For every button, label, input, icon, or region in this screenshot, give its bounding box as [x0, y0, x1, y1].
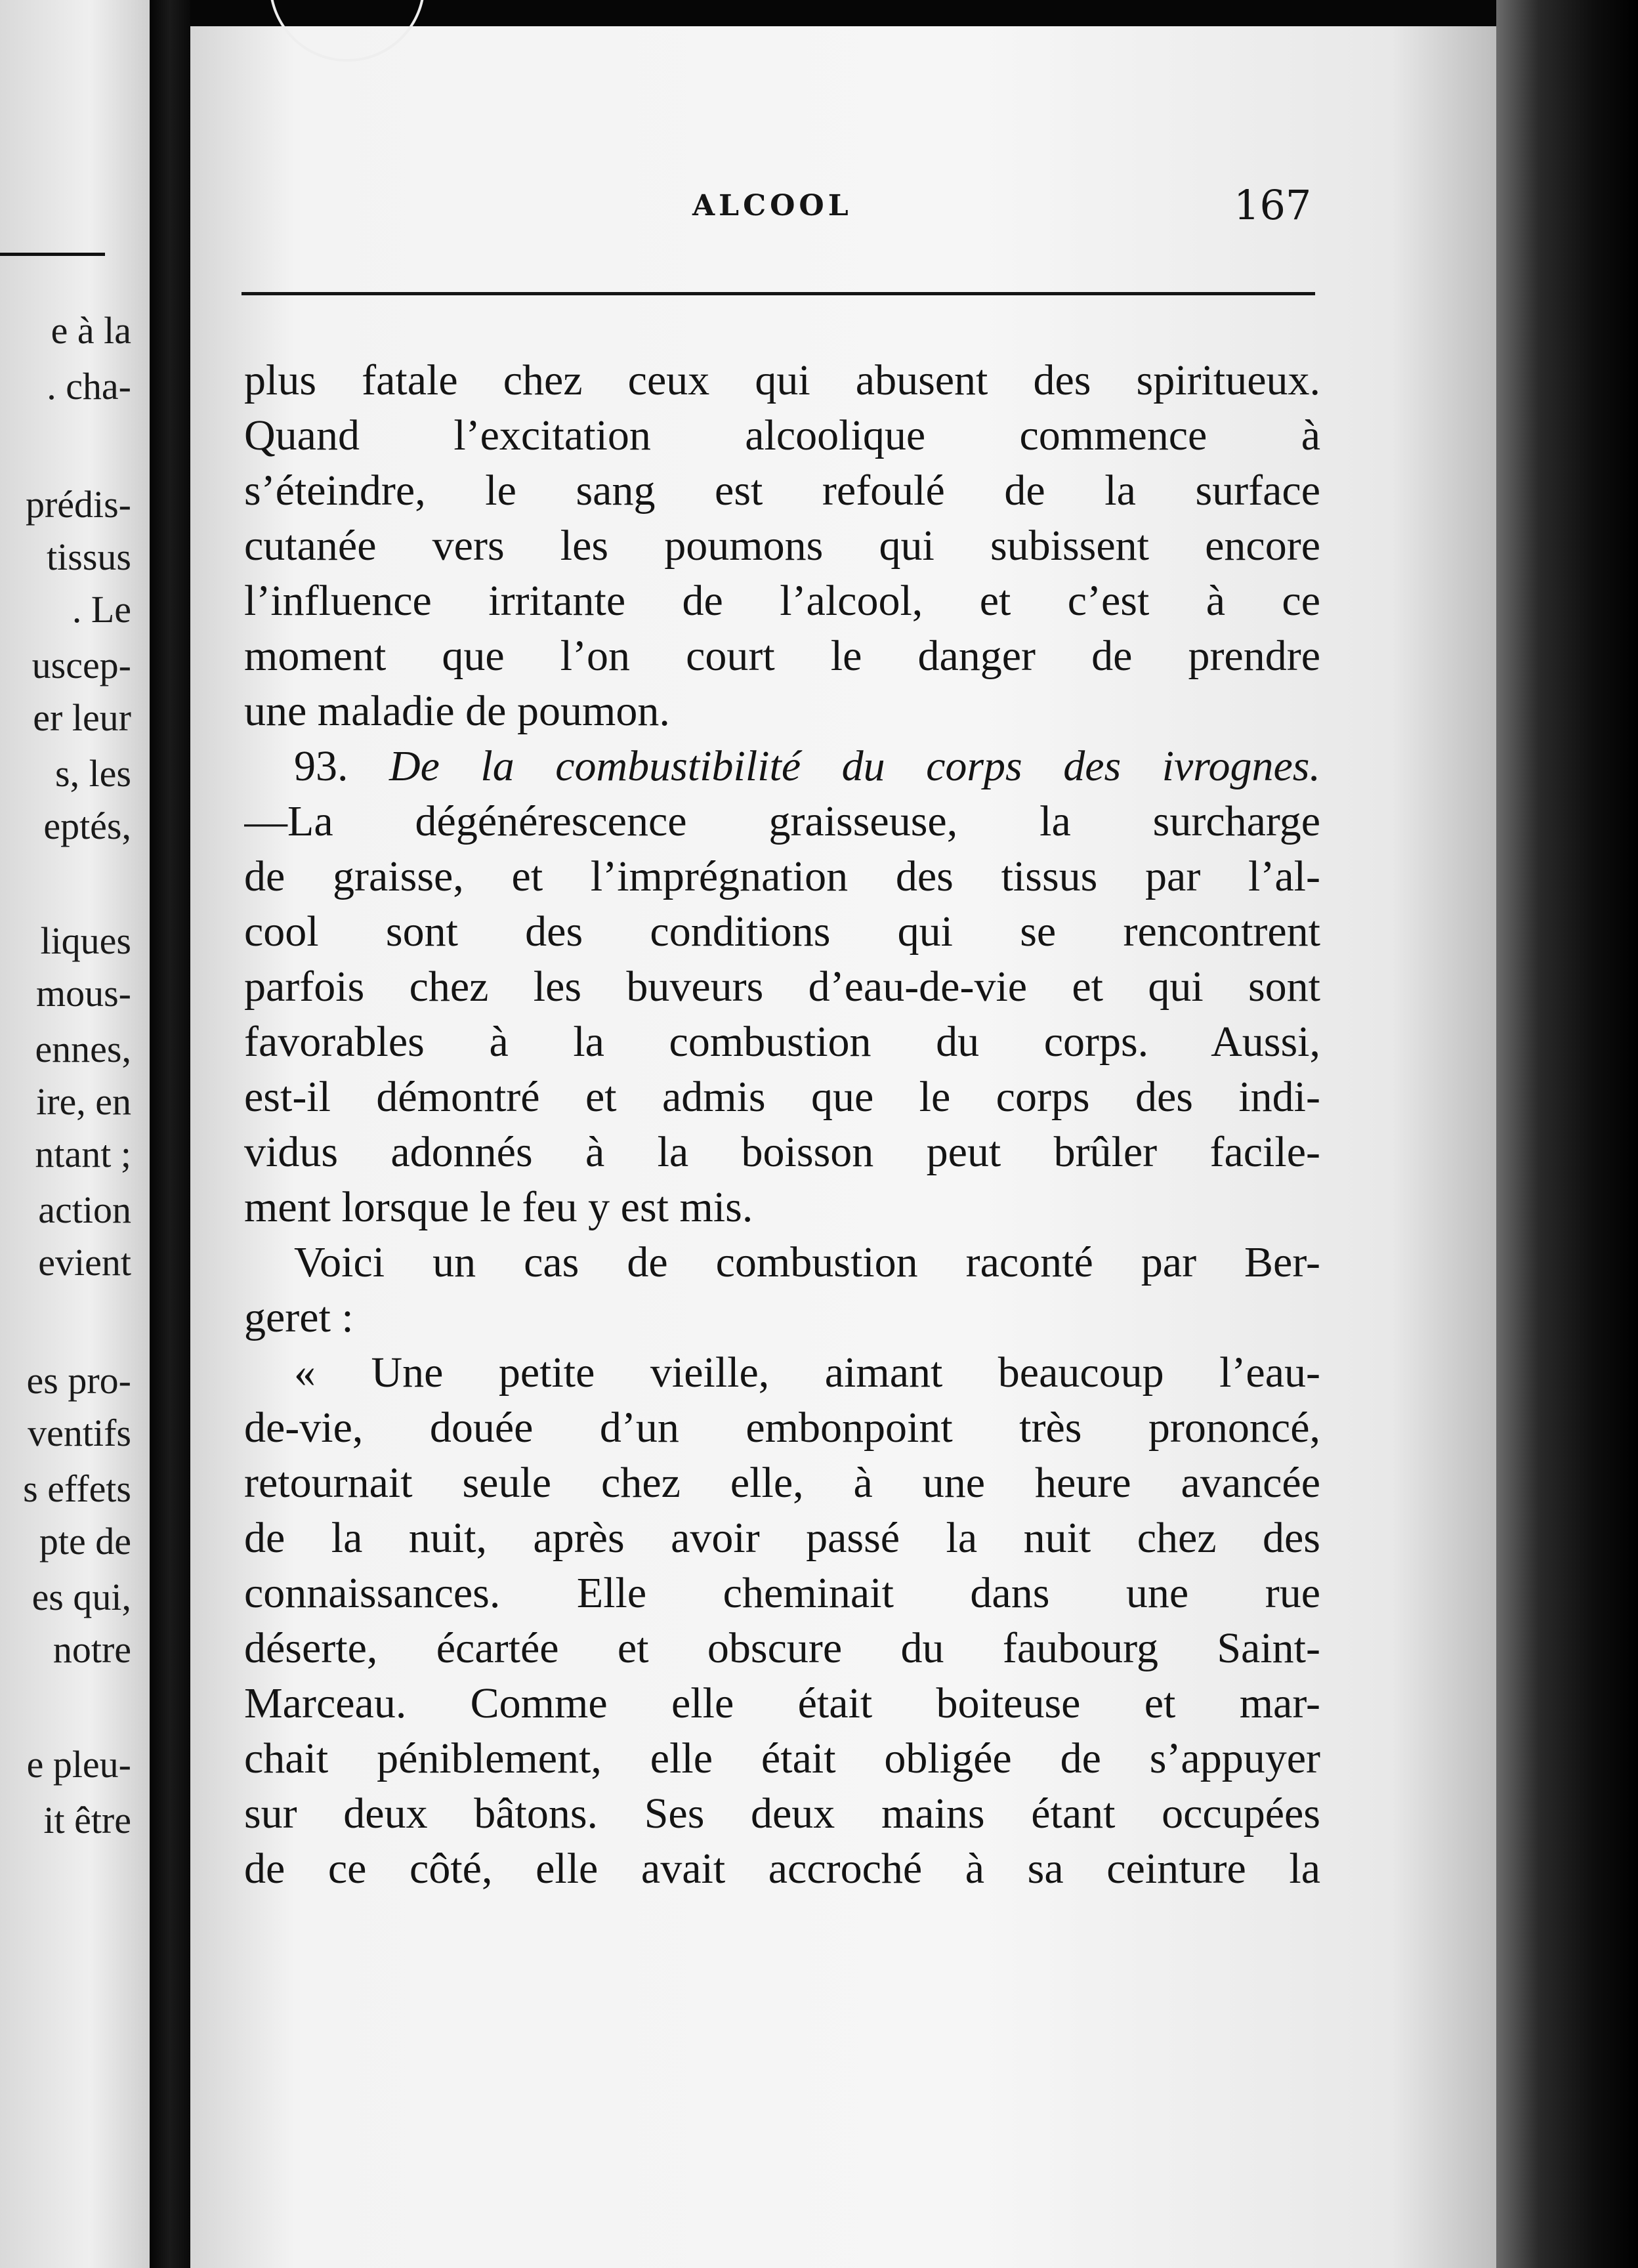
left-page-line: notre [52, 1628, 131, 1671]
left-page-line: evient [38, 1241, 131, 1284]
text-line: de la nuit, après avoir passé la nuit chez des [244, 1514, 1320, 1562]
body-text [244, 353, 1320, 1897]
text-line: sur deux bâtons. Ses deux mains étant occupées [244, 1790, 1320, 1838]
header-rule [242, 292, 1315, 295]
text-line: ment lorsque le feu y est mis. [244, 1183, 753, 1231]
text-line: geret : [244, 1293, 354, 1341]
left-page-line: liques [40, 919, 131, 962]
text-line: s’éteindre, le sang est refoulé de la surface [244, 467, 1320, 514]
left-page-line: eptés, [43, 805, 131, 847]
text-line: plus fatale chez ceux qui abusent des spiritueux. [244, 356, 1320, 404]
left-page-line: es qui, [32, 1576, 131, 1618]
text-line: retournait seule chez elle, à une heure avancée [244, 1459, 1320, 1507]
left-page-line: . Le [72, 588, 131, 631]
text-line: déserte, écartée et obscure du faubourg Saint- [244, 1624, 1320, 1672]
left-page-line: uscep- [32, 644, 131, 686]
left-page-line: tissus [47, 536, 131, 578]
text-line: cool sont des conditions qui se rencontrent [244, 908, 1320, 956]
left-page-line: ntant ; [35, 1133, 131, 1175]
text-line: favorables à la combustion du corps. Aussi, [244, 1018, 1320, 1066]
text-line: —La dégénérescence graisseuse, la surcharge [244, 797, 1320, 845]
text-line: est-il démontré et admis que le corps des indi- [244, 1073, 1320, 1121]
book-gutter [150, 0, 190, 2268]
left-page-line: it être [43, 1799, 131, 1841]
text-line: moment que l’on court le danger de prendre [244, 632, 1320, 680]
section-title: De la combustibilité du corps des ivrognes. [388, 742, 1320, 790]
left-page-line: prédis- [25, 483, 131, 526]
text-line: de ce côté, elle avait accroché à sa ceinture la [244, 1845, 1320, 1893]
text-line: « Une petite vieille, aimant beaucoup l’eau- [294, 1349, 1320, 1396]
left-page-line: action [38, 1188, 131, 1231]
left-page-line: es pro- [26, 1359, 131, 1402]
left-page-line: s, les [55, 752, 131, 795]
text-line: de graisse, et l’imprégnation des tissus par l’al- [244, 852, 1320, 900]
left-page-line: mous- [36, 972, 131, 1015]
page-edge-shadow [1496, 0, 1638, 2268]
running-head: ALCOOL [692, 189, 852, 222]
left-page-line: pte de [39, 1520, 131, 1563]
text-line: Voici un cas de combustion raconté par Ber- [294, 1238, 1320, 1286]
text-line: Marceau. Comme elle était boiteuse et mar- [244, 1679, 1320, 1727]
text-line: l’influence irritante de l’alcool, et c’est à ce [244, 577, 1320, 625]
section-heading-line [244, 739, 1320, 794]
left-page-line: ennes, [35, 1028, 131, 1070]
text-line: une maladie de poumon. [244, 687, 670, 735]
left-facing-page [0, 0, 150, 2268]
left-page-line: . cha- [47, 365, 131, 408]
left-page-line: er leur [33, 696, 131, 739]
section-number: 93. [294, 742, 348, 790]
left-page-rule [0, 253, 105, 256]
text-line: Quand l’excitation alcoolique commence à [244, 411, 1320, 459]
text-line: cutanée vers les poumons qui subissent encore [244, 522, 1320, 570]
left-page-line: s effets [23, 1467, 131, 1510]
left-page-line: e pleu- [26, 1743, 131, 1786]
text-line: vidus adonnés à la boisson peut brûler facile- [244, 1128, 1320, 1176]
text-line: connaissances. Elle cheminait dans une rue [244, 1569, 1320, 1617]
left-page-line: e à la [51, 309, 131, 352]
page-number: 167 [1234, 181, 1312, 229]
left-page-line: ventifs [28, 1412, 131, 1454]
text-line: parfois chez les buveurs d’eau-de-vie et qui sont [244, 963, 1320, 1011]
text-line: de-vie, douée d’un embonpoint très prononcé, [244, 1404, 1320, 1452]
text-line: chait péniblement, elle était obligée de s’appuyer [244, 1734, 1320, 1782]
left-page-line: ire, en [36, 1080, 131, 1123]
